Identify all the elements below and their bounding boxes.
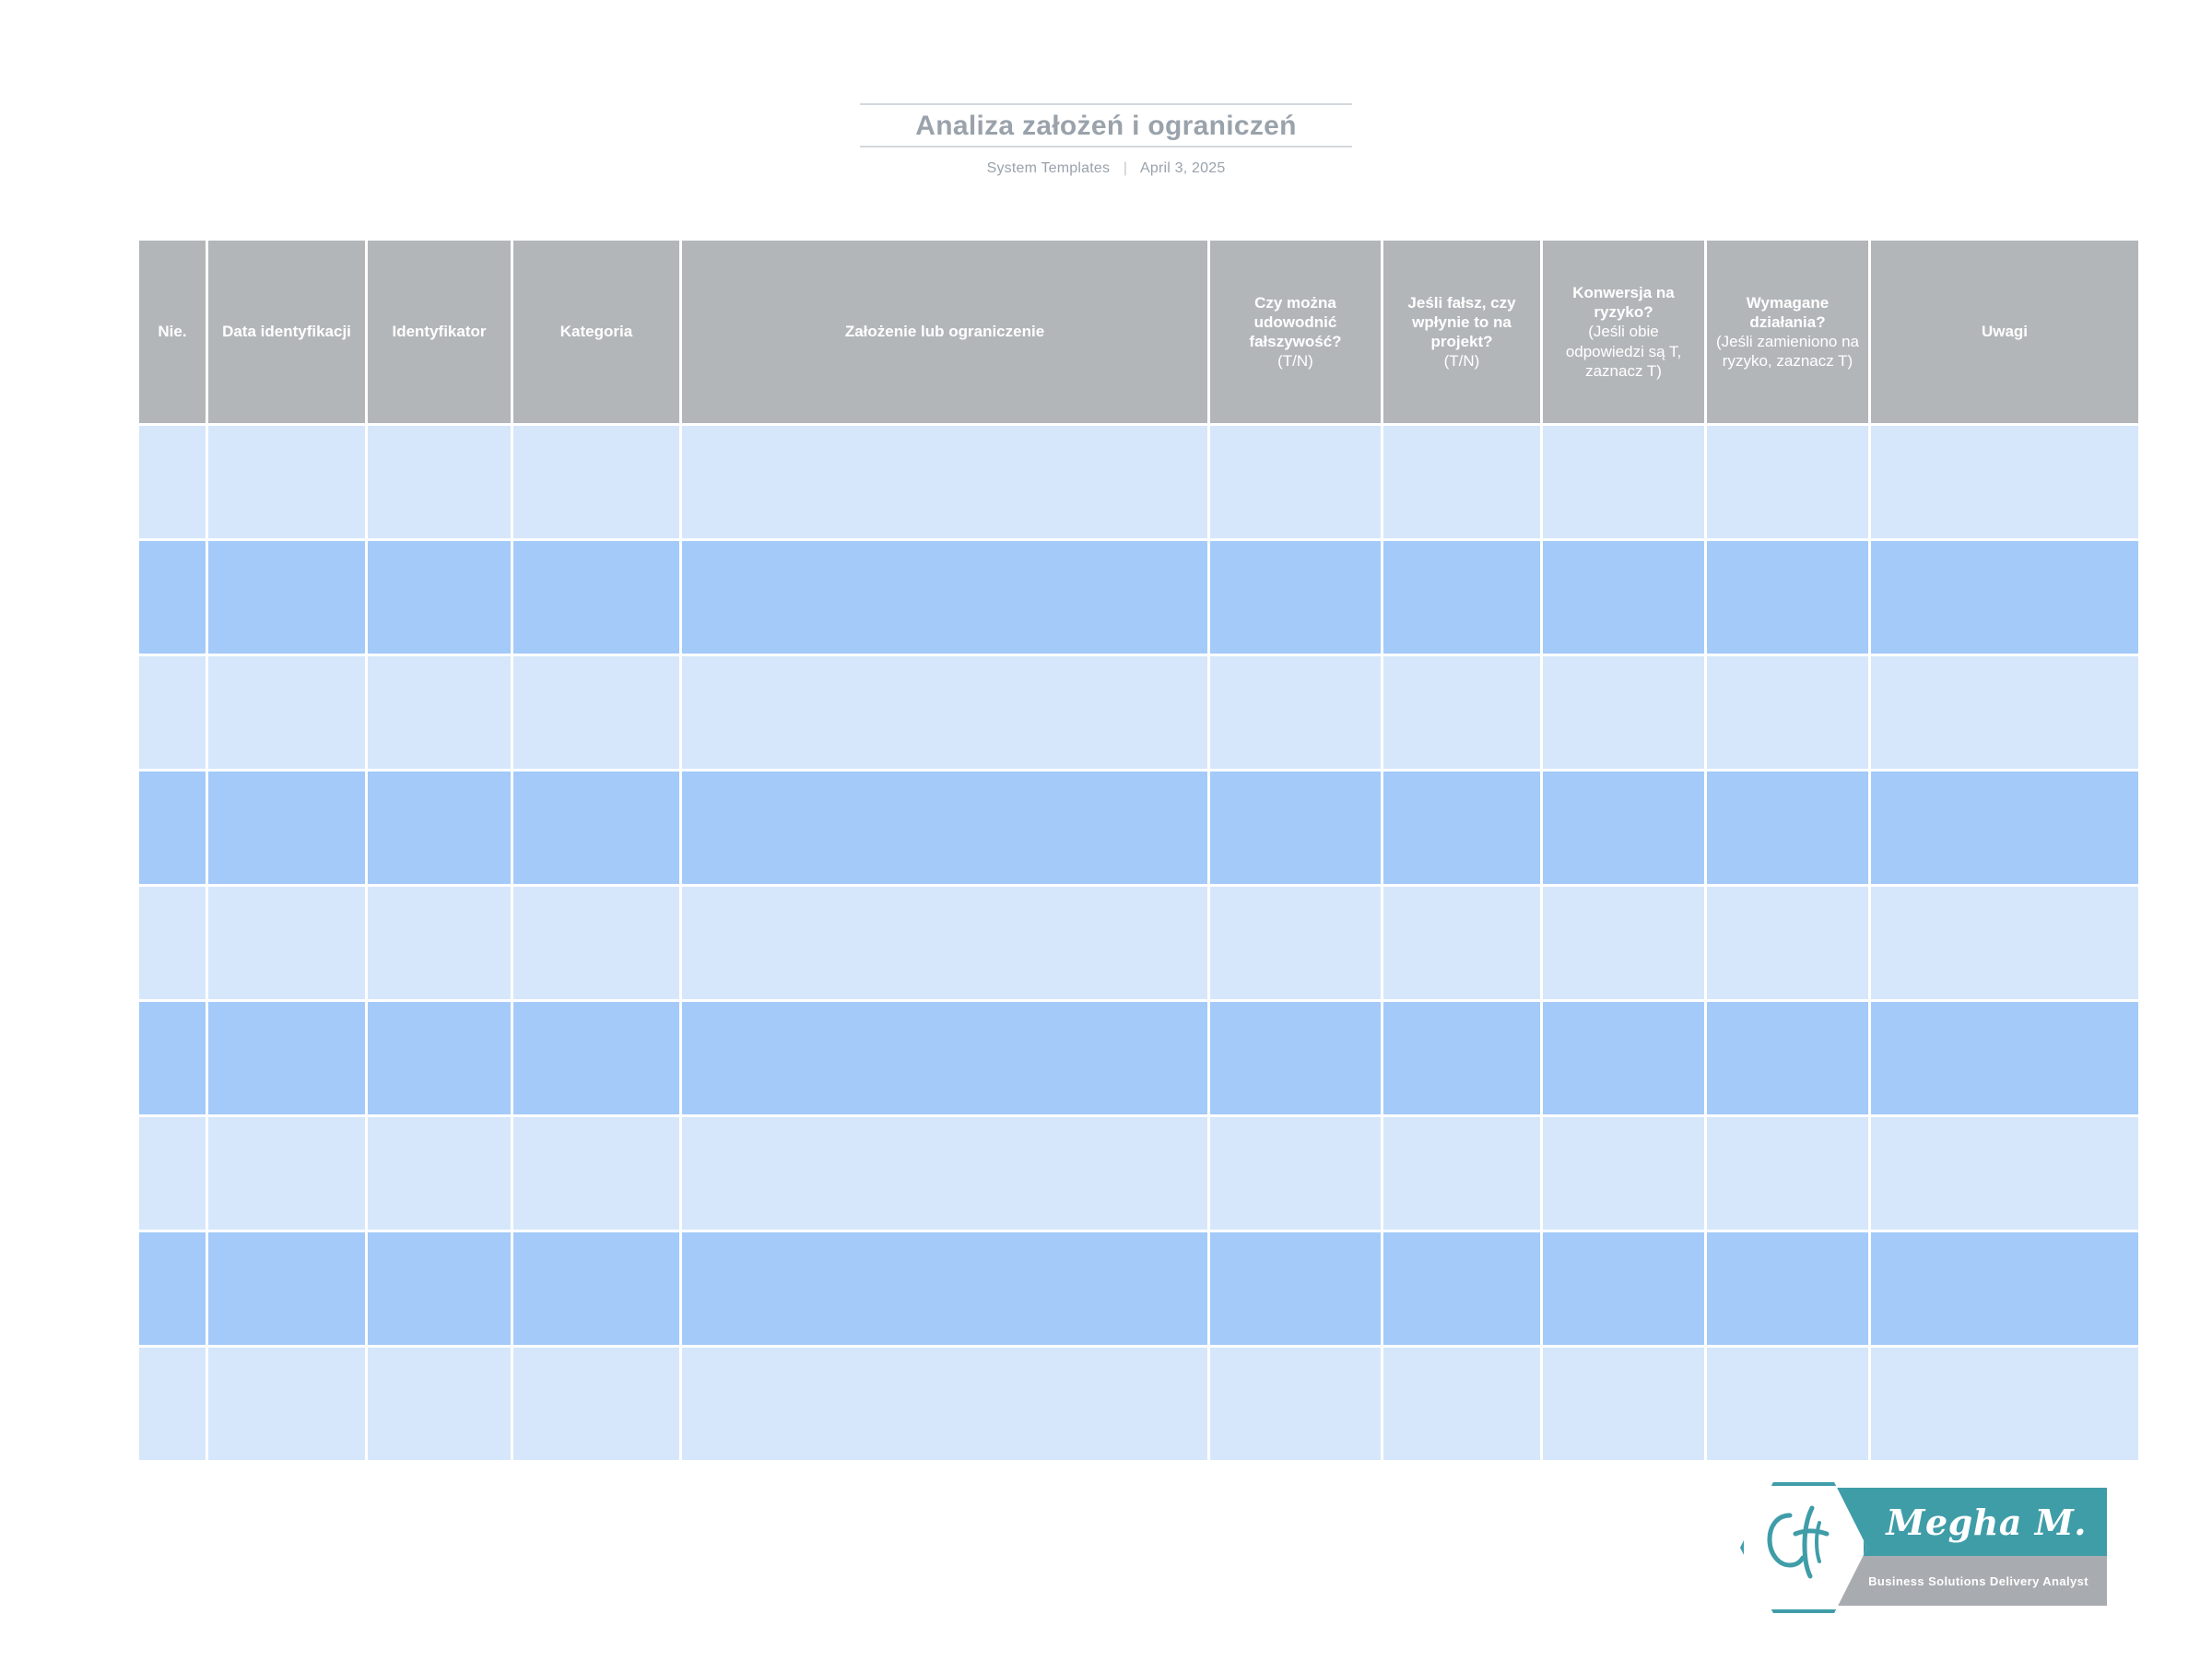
cell-actions[interactable] xyxy=(1707,656,1868,769)
cell-assumption[interactable] xyxy=(682,656,1207,769)
analysis-table-container xyxy=(136,238,2079,1463)
cell-conversion[interactable] xyxy=(1543,887,1704,999)
meta-date: April 3, 2025 xyxy=(1139,160,1226,176)
cell-assumption[interactable] xyxy=(682,1002,1207,1114)
cell-category[interactable] xyxy=(513,1232,679,1345)
column-header-conversion xyxy=(1543,241,1704,423)
column-header-no xyxy=(139,241,206,423)
cell-falsifiable[interactable] xyxy=(1210,1232,1381,1345)
column-header-label: Uwagi xyxy=(1981,323,2029,341)
cell-impact[interactable] xyxy=(1383,887,1540,999)
cell-impact[interactable] xyxy=(1383,656,1540,769)
cell-no[interactable] xyxy=(139,656,206,769)
cell-assumption[interactable] xyxy=(682,1232,1207,1345)
cell-date[interactable] xyxy=(208,887,365,999)
cell-category[interactable] xyxy=(513,656,679,769)
cell-impact[interactable] xyxy=(1383,1117,1540,1230)
cell-actions[interactable] xyxy=(1707,1002,1868,1114)
cell-falsifiable[interactable] xyxy=(1210,1348,1381,1460)
cell-notes[interactable] xyxy=(1871,887,2138,999)
cell-conversion[interactable] xyxy=(1543,1348,1704,1460)
column-header-falsifiable xyxy=(1210,241,1381,423)
cell-no[interactable] xyxy=(139,426,206,538)
cell-notes[interactable] xyxy=(1871,1002,2138,1114)
cell-date[interactable] xyxy=(208,772,365,884)
cell-date[interactable] xyxy=(208,1232,365,1345)
column-header-label: Data identyfikacji xyxy=(222,323,351,341)
cell-date[interactable] xyxy=(208,1348,365,1460)
column-header-label: Wymagane działania? xyxy=(1746,293,1830,331)
cell-conversion[interactable] xyxy=(1543,541,1704,654)
signature-name: Megha M. xyxy=(1886,1501,2087,1543)
column-header-label: Identyfikator xyxy=(392,323,487,341)
column-header-identifier xyxy=(368,241,511,423)
cell-notes[interactable] xyxy=(1871,1348,2138,1460)
table-row[interactable] xyxy=(139,1002,2138,1114)
signature-role: Business Solutions Delivery Analyst xyxy=(1868,1573,2088,1588)
cell-category[interactable] xyxy=(513,1002,679,1114)
cell-impact[interactable] xyxy=(1383,1002,1540,1114)
cell-actions[interactable] xyxy=(1707,1117,1868,1230)
cell-notes[interactable] xyxy=(1871,541,2138,654)
table-row[interactable] xyxy=(139,541,2138,654)
cell-identifier[interactable] xyxy=(368,887,511,999)
cell-conversion[interactable] xyxy=(1543,426,1704,538)
cell-assumption[interactable] xyxy=(682,772,1207,884)
cell-no[interactable] xyxy=(139,541,206,654)
cell-falsifiable[interactable] xyxy=(1210,656,1381,769)
cell-identifier[interactable] xyxy=(368,541,511,654)
assumptions-constraints-table xyxy=(136,238,2141,1463)
cell-actions[interactable] xyxy=(1707,772,1868,884)
column-header-date xyxy=(208,241,365,423)
column-header-label: Kategoria xyxy=(559,323,633,341)
cell-identifier[interactable] xyxy=(368,1002,511,1114)
cell-impact[interactable] xyxy=(1383,772,1540,884)
cell-conversion[interactable] xyxy=(1543,1117,1704,1230)
cell-date[interactable] xyxy=(208,656,365,769)
cell-category[interactable] xyxy=(513,426,679,538)
column-header-label: Nie. xyxy=(158,323,187,341)
cell-falsifiable[interactable] xyxy=(1210,541,1381,654)
cell-identifier[interactable] xyxy=(368,772,511,884)
cell-no[interactable] xyxy=(139,887,206,999)
column-header-label: Jeśli fałsz, czy wpłynie to na projekt? xyxy=(1407,293,1516,350)
cell-category[interactable] xyxy=(513,1117,679,1230)
cell-assumption[interactable] xyxy=(682,1117,1207,1230)
cell-impact[interactable] xyxy=(1383,1348,1540,1460)
table-row[interactable] xyxy=(139,1117,2138,1230)
cell-conversion[interactable] xyxy=(1543,656,1704,769)
cell-assumption[interactable] xyxy=(682,426,1207,538)
cell-actions[interactable] xyxy=(1707,426,1868,538)
cell-category[interactable] xyxy=(513,772,679,884)
cell-actions[interactable] xyxy=(1707,1348,1868,1460)
cell-date[interactable] xyxy=(208,426,365,538)
table-row[interactable] xyxy=(139,1232,2138,1345)
cell-actions[interactable] xyxy=(1707,541,1868,654)
cell-identifier[interactable] xyxy=(368,1232,511,1345)
column-header-impact xyxy=(1383,241,1540,423)
cell-actions[interactable] xyxy=(1707,887,1868,999)
cell-notes[interactable] xyxy=(1871,656,2138,769)
cell-assumption[interactable] xyxy=(682,887,1207,999)
signature-logo xyxy=(1740,1477,2107,1615)
cell-notes[interactable] xyxy=(1871,1117,2138,1230)
cell-identifier[interactable] xyxy=(368,1348,511,1460)
column-header-sublabel: (T/N) xyxy=(1277,352,1313,371)
cell-conversion[interactable] xyxy=(1543,772,1704,884)
column-header-label: Czy można udowodnić fałszywość? xyxy=(1249,293,1342,350)
title-rule-wrapper xyxy=(860,103,1352,147)
table-row[interactable] xyxy=(139,656,2138,769)
column-header-sublabel: (Jeśli zamieniono na ryzyko, zaznacz T) xyxy=(1716,333,1859,371)
cell-falsifiable[interactable] xyxy=(1210,887,1381,999)
cell-no[interactable] xyxy=(139,1002,206,1114)
cell-falsifiable[interactable] xyxy=(1210,1117,1381,1230)
meta-source: System Templates xyxy=(986,160,1111,176)
signature-role-bar xyxy=(1829,1556,2107,1606)
cell-conversion[interactable] xyxy=(1543,1002,1704,1114)
column-header-label: Założenie lub ograniczenie xyxy=(844,323,1045,341)
column-header-actions xyxy=(1707,241,1868,423)
cell-notes[interactable] xyxy=(1871,426,2138,538)
cell-falsifiable[interactable] xyxy=(1210,426,1381,538)
table-row[interactable] xyxy=(139,887,2138,999)
cell-category[interactable] xyxy=(513,887,679,999)
cell-date[interactable] xyxy=(208,1117,365,1230)
column-header-sublabel: (Jeśli obie odpowiedzi są T, zaznacz T) xyxy=(1565,323,1682,380)
cell-category[interactable] xyxy=(513,541,679,654)
table-row[interactable] xyxy=(139,772,2138,884)
cell-no[interactable] xyxy=(139,1348,206,1460)
column-header-notes xyxy=(1871,241,2138,423)
cell-actions[interactable] xyxy=(1707,1232,1868,1345)
table-row[interactable] xyxy=(139,1348,2138,1460)
cell-identifier[interactable] xyxy=(368,656,511,769)
document-meta xyxy=(0,160,2212,177)
cell-identifier[interactable] xyxy=(368,426,511,538)
cell-no[interactable] xyxy=(139,1117,206,1230)
cell-no[interactable] xyxy=(139,1232,206,1345)
cell-falsifiable[interactable] xyxy=(1210,772,1381,884)
cell-impact[interactable] xyxy=(1383,426,1540,538)
cell-assumption[interactable] xyxy=(682,1348,1207,1460)
cell-date[interactable] xyxy=(208,541,365,654)
signature-name-bar xyxy=(1829,1488,2107,1556)
document-header xyxy=(0,0,2212,177)
column-header-label: Konwersja na ryzyko? xyxy=(1572,283,1675,322)
cell-notes[interactable] xyxy=(1871,1232,2138,1345)
cell-notes[interactable] xyxy=(1871,772,2138,884)
table-body xyxy=(139,426,2138,1460)
cell-assumption[interactable] xyxy=(682,541,1207,654)
page-title: Analiza założeń i ograniczeń xyxy=(915,111,1297,141)
column-header-assumption xyxy=(682,241,1207,423)
cell-conversion[interactable] xyxy=(1543,1232,1704,1345)
cell-no[interactable] xyxy=(139,772,206,884)
cell-impact[interactable] xyxy=(1383,541,1540,654)
column-header-category xyxy=(513,241,679,423)
column-header-sublabel: (T/N) xyxy=(1443,352,1480,371)
cell-impact[interactable] xyxy=(1383,1232,1540,1345)
meta-separator: | xyxy=(1123,160,1128,176)
cell-date[interactable] xyxy=(208,1002,365,1114)
cell-identifier[interactable] xyxy=(368,1117,511,1230)
cell-category[interactable] xyxy=(513,1348,679,1460)
table-header-row xyxy=(139,241,2138,423)
monogram-icon xyxy=(1759,1502,1843,1582)
table-row[interactable] xyxy=(139,426,2138,538)
cell-falsifiable[interactable] xyxy=(1210,1002,1381,1114)
